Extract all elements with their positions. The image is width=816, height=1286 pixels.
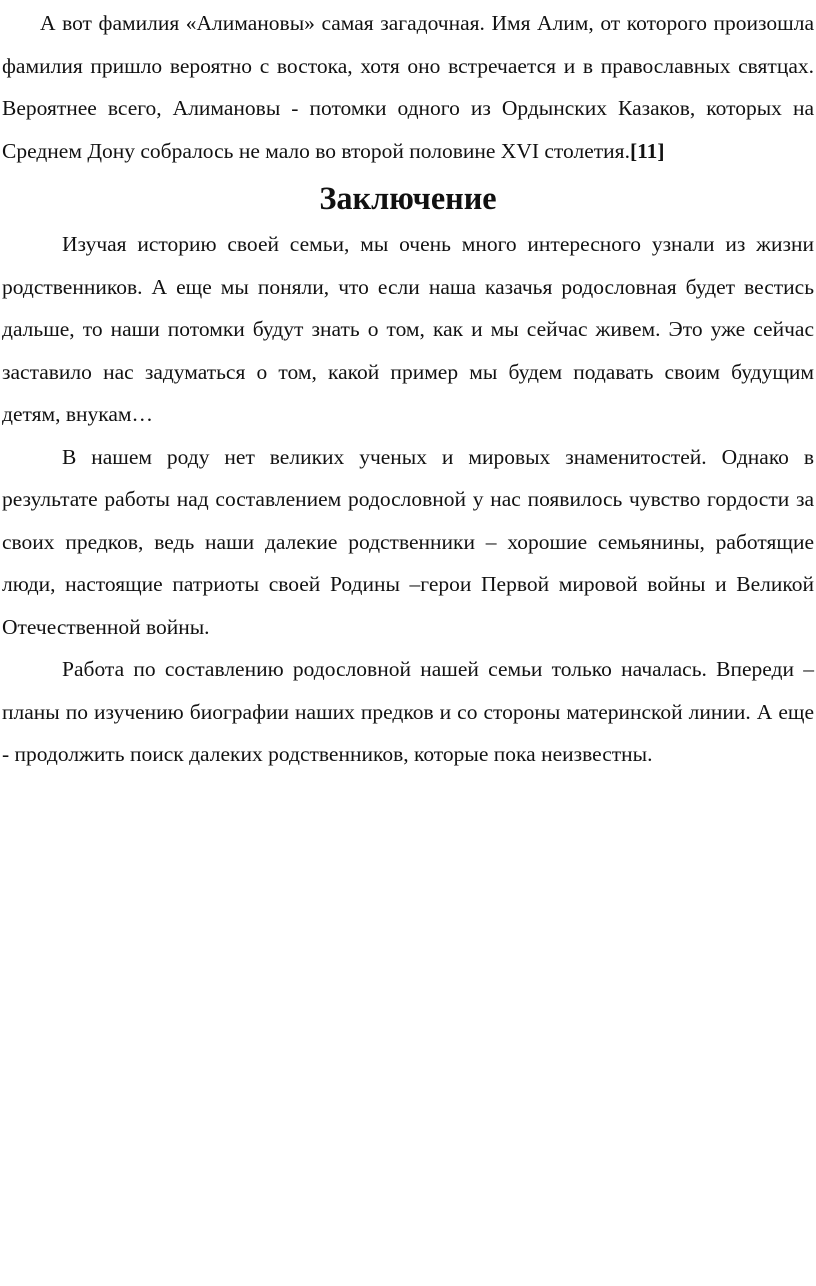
conclusion-paragraph-3: Работа по составлению родословной нашей семьи только началась. Впереди – планы по изучению биографии наших предков и со стороны материнской линии. А еще - продолжить поиск далеких родственников, которые пока неизвестны. [2,657,814,766]
intro-paragraph-text: А вот фамилия «Алимановы» самая загадочная. Имя Алим, от которого произошла фамилия пришло вероятно с востока, хотя оно встречается и в православных святцах. Вероятнее всего, Алимановы - потомки одного из Ордынских Казаков, которых на Среднем Дону собралось не мало во второй половине XVI столетия. [2,11,814,163]
conclusion-paragraph-2: В нашем роду нет великих ученых и мировых знаменитостей. Однако в результате работы над составлением родословной у нас появилось чувство гордости за своих предков, ведь наши далекие родственники – хорошие семьянины, работящие люди, настоящие патриоты своей Родины –герои Первой мировой войны и Великой Отечественной войны. [2,444,814,639]
conclusion-paragraph-1: Изучая историю своей семьи, мы очень много интересного узнали из жизни родственников. А еще мы поняли, что если наша казачья родословная будет вестись дальше, то наши потомки будут знать о том, как и мы сейчас живем. Это уже сейчас заставило нас задуматься о том, какой пример мы будем подавать своим будущим детям, внукам… [2,232,814,426]
intro-paragraph [2,2,814,172]
reference-link: [11] [629,138,665,163]
section-heading: Заключение [319,180,497,216]
